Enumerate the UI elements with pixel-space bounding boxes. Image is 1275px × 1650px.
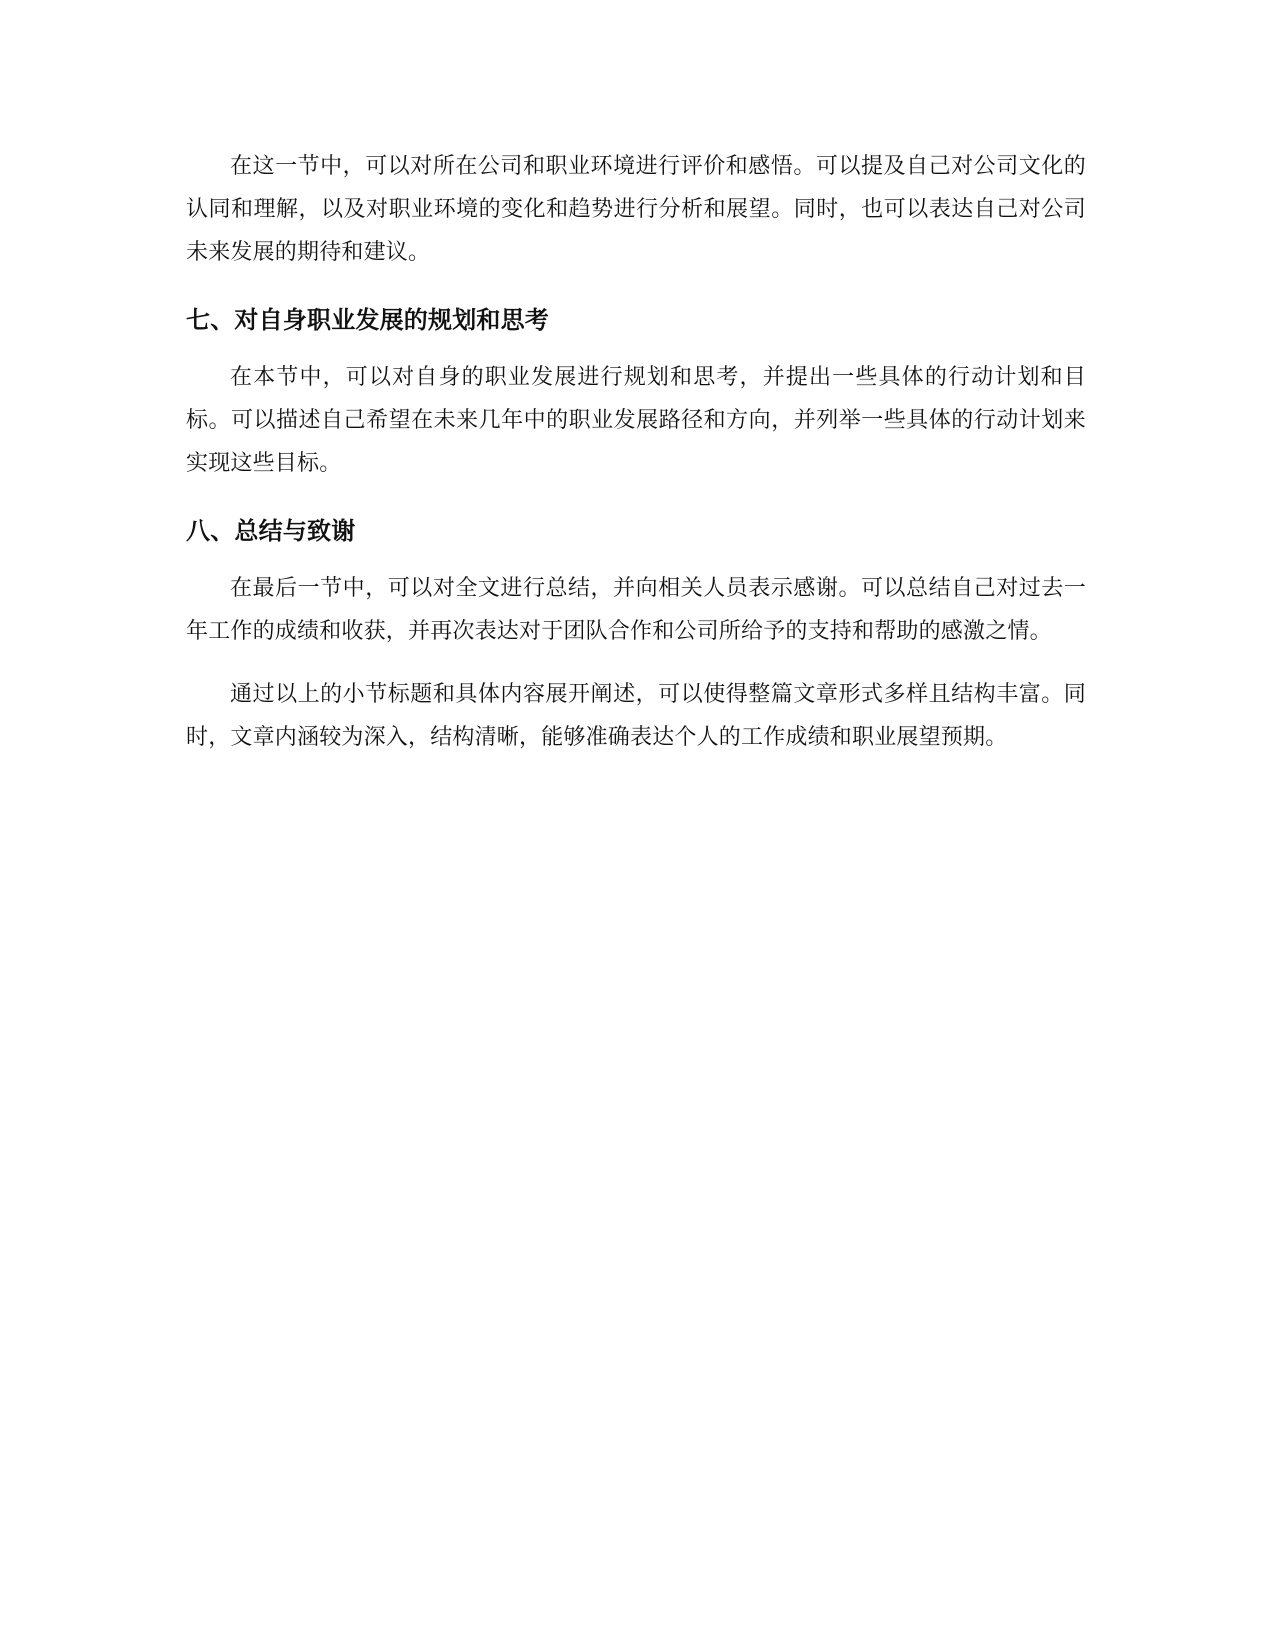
section-8-paragraph-2: 通过以上的小节标题和具体内容展开阐述，可以使得整篇文章形式多样且结构丰富。同时，文章内涵较为深入，结构清晰，能够准确表达个人的工作成绩和职业展望预期。 bbox=[186, 682, 1086, 750]
section-8-paragraph-1: 在最后一节中，可以对全文进行总结，并向相关人员表示感谢。可以总结自己对过去一年工作的成绩和收获，并再次表达对于团队合作和公司所给予的支持和帮助的感激之情。 bbox=[186, 576, 1086, 644]
intro-paragraph: 在这一节中，可以对所在公司和职业环境进行评价和感悟。可以提及自己对公司文化的认同和理解，以及对职业环境的变化和趋势进行分析和展望。同时，也可以表达自己对公司未来发展的期待和建议。 bbox=[186, 154, 1086, 265]
section-heading-8: 八、总结与致谢 bbox=[186, 517, 356, 545]
section-7-paragraph: 在本节中，可以对自身的职业发展进行规划和思考，并提出一些具体的行动计划和目标。可以描述自己希望在未来几年中的职业发展路径和方向，并列举一些具体的行动计划来实现这些目标。 bbox=[186, 365, 1086, 476]
document-body bbox=[186, 145, 1086, 759]
section-heading-7: 七、对自身职业发展的规划和思考 bbox=[186, 306, 549, 334]
